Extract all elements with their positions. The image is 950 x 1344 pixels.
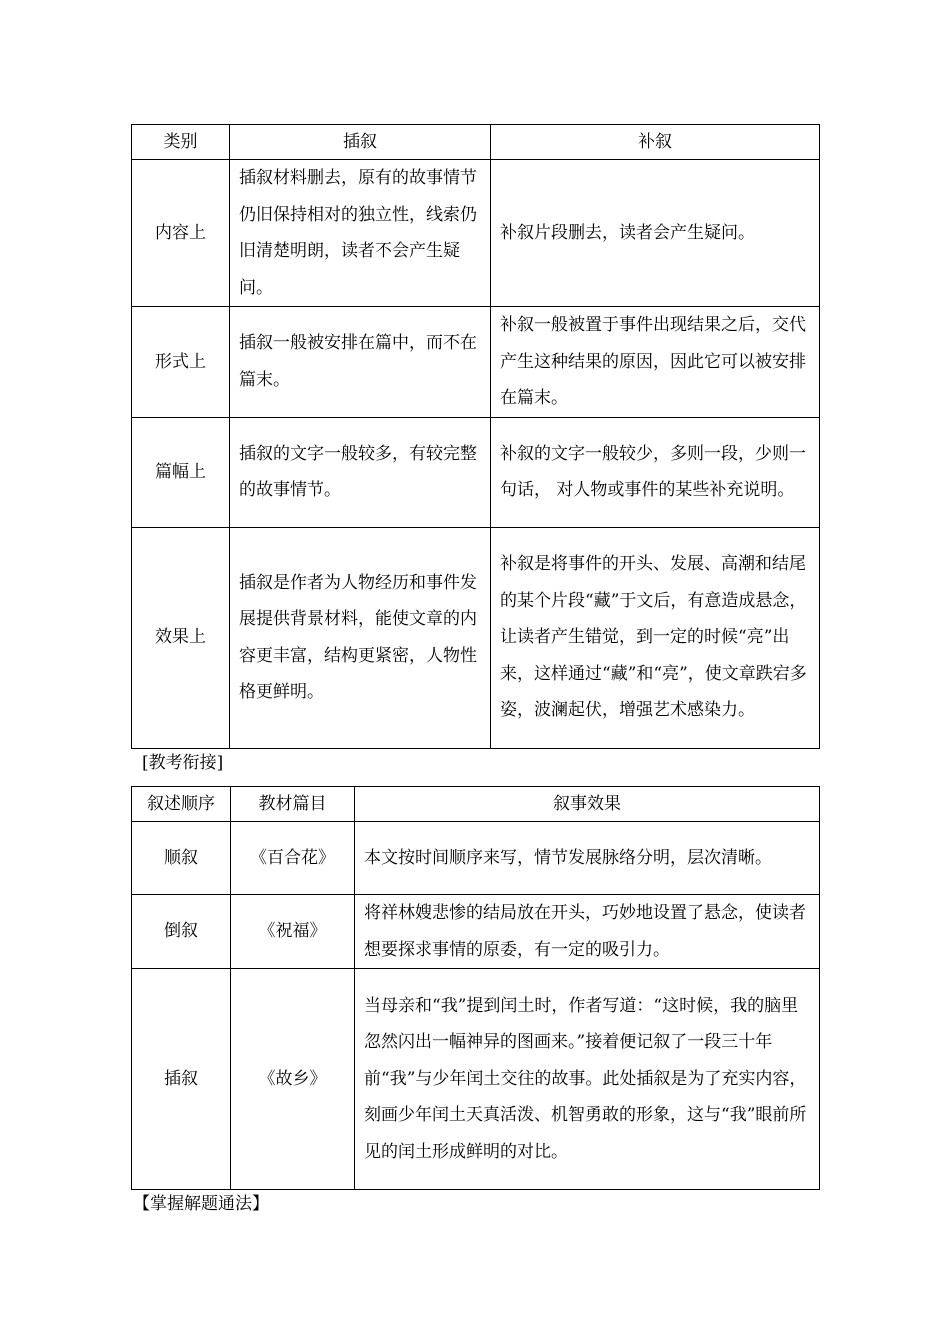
row-effect: 当母亲和“我”提到闰土时，作者写道：“这时候，我的脑里忽然闪出一幅神异的图画来。”接着便记叙了一段三十年前“我”与少年闰土交往的故事。此处插叙是为了充实内容，刻画少年闰土天真活泼、机智勇敢的形象，这与“我”眼前所见的闰土形成鲜明的对比。 bbox=[355, 969, 820, 1190]
header-effect: 叙事效果 bbox=[355, 787, 820, 822]
section-label-jiaokao: [教考衔接] bbox=[142, 753, 224, 773]
header-insert: 插叙 bbox=[230, 125, 491, 160]
row-insert-text: 插叙是作者为人物经历和事件发展提供背景材料，能使文章的内容更丰富，结构更紧密，人物性格更鲜明。 bbox=[230, 527, 491, 748]
row-effect: 本文按时间顺序来写，情节发展脉络分明，层次清晰。 bbox=[355, 822, 820, 895]
row-supplement-text: 补叙是将事件的开头、发展、高潮和结尾的某个片段“藏”于文后，有意造成悬念，让读者产生错觉，到一定的时候“亮”出来，这样通过“藏”和“亮”，使文章跌宕多姿，波澜起伏，增强艺术感染力。 bbox=[491, 527, 820, 748]
table-row bbox=[132, 895, 820, 969]
row-supplement-text: 补叙片段删去，读者会产生疑问。 bbox=[491, 160, 820, 307]
row-category: 形式上 bbox=[132, 307, 230, 418]
row-order: 倒叙 bbox=[132, 895, 231, 969]
header-supplement: 补叙 bbox=[491, 125, 820, 160]
row-category: 篇幅上 bbox=[132, 417, 230, 527]
row-insert-text: 插叙材料删去，原有的故事情节仍旧保持相对的独立性，线索仍旧清楚明朗，读者不会产生疑问。 bbox=[230, 160, 491, 307]
row-category: 内容上 bbox=[132, 160, 230, 307]
table-header-row bbox=[132, 125, 820, 160]
narration-comparison-table bbox=[131, 124, 820, 749]
table-header-row bbox=[132, 787, 820, 822]
section-label-method: 【掌握解题通法】 bbox=[133, 1194, 269, 1214]
table-row bbox=[132, 527, 820, 748]
row-insert-text: 插叙的文字一般较多，有较完整的故事情节。 bbox=[230, 417, 491, 527]
row-effect: 将祥林嫂悲惨的结局放在开头，巧妙地设置了悬念，使读者想要探求事情的原委，有一定的吸引力。 bbox=[355, 895, 820, 969]
row-supplement-text: 补叙的文字一般较少，多则一段，少则一句话， 对人物或事件的某些补充说明。 bbox=[491, 417, 820, 527]
table-row bbox=[132, 822, 820, 895]
row-text-title: 《故乡》 bbox=[231, 969, 355, 1190]
row-insert-text: 插叙一般被安排在篇中，而不在篇末。 bbox=[230, 307, 491, 418]
table-row bbox=[132, 160, 820, 307]
header-category: 类别 bbox=[132, 125, 230, 160]
row-text-title: 《祝福》 bbox=[231, 895, 355, 969]
row-supplement-text: 补叙一般被置于事件出现结果之后，交代产生这种结果的原因，因此它可以被安排在篇末。 bbox=[491, 307, 820, 418]
header-text: 教材篇目 bbox=[231, 787, 355, 822]
textbook-narration-table bbox=[131, 786, 820, 1190]
table-row bbox=[132, 307, 820, 418]
header-order: 叙述顺序 bbox=[132, 787, 231, 822]
row-order: 顺叙 bbox=[132, 822, 231, 895]
row-category: 效果上 bbox=[132, 527, 230, 748]
table-row bbox=[132, 417, 820, 527]
table-row bbox=[132, 969, 820, 1190]
row-text-title: 《百合花》 bbox=[231, 822, 355, 895]
row-order: 插叙 bbox=[132, 969, 231, 1190]
